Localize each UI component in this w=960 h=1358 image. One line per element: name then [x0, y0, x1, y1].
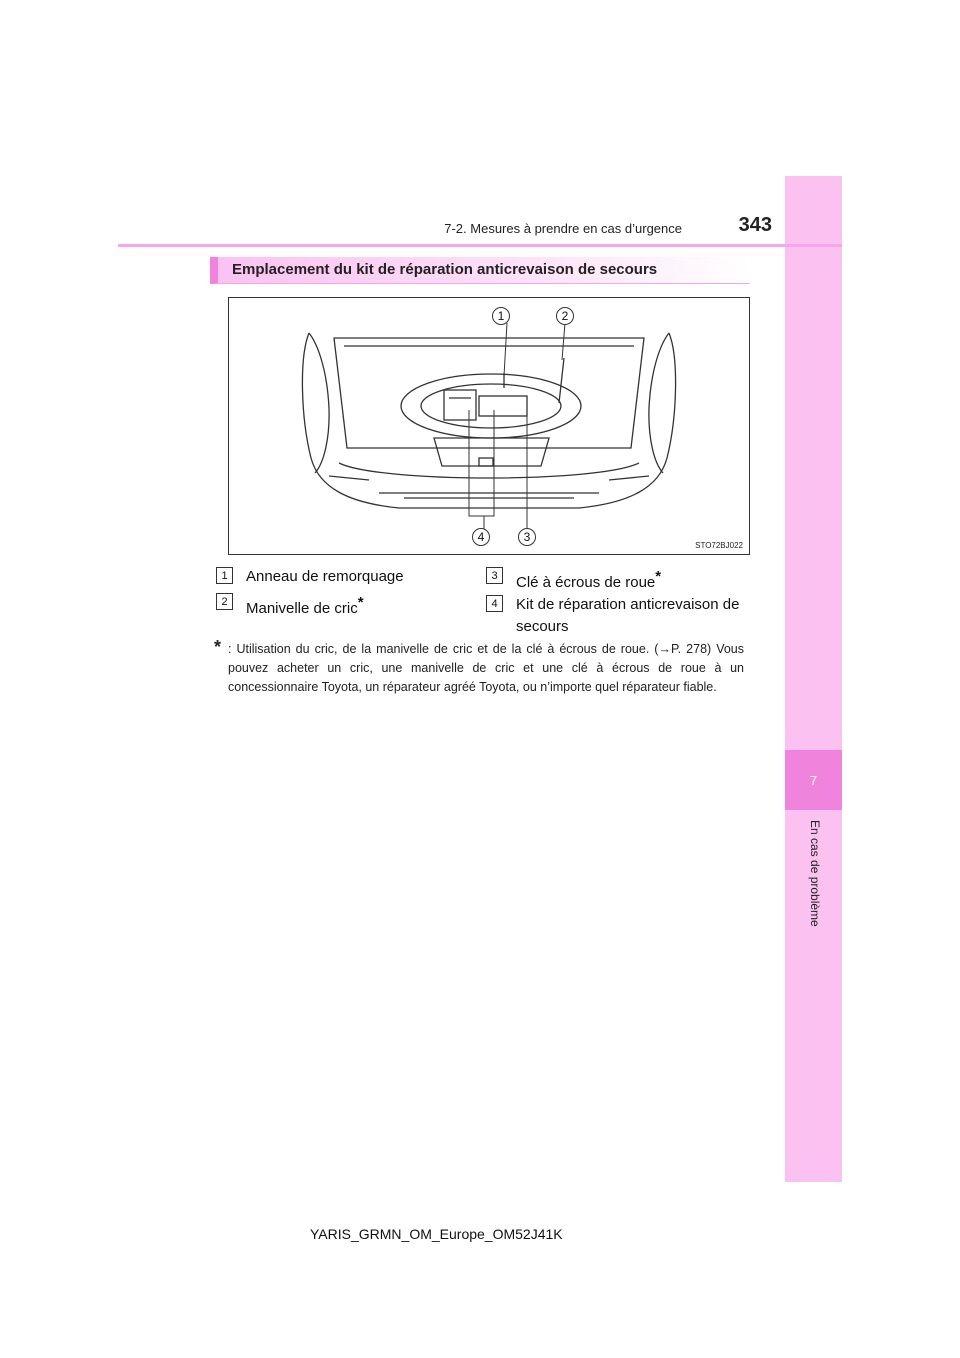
legend-number: 2: [216, 593, 233, 610]
legend-item-3: [486, 566, 756, 590]
document-footer-code: YARIS_GRMN_OM_Europe_OM52J41K: [310, 1226, 563, 1242]
car-trunk-drawing: [229, 298, 749, 554]
legend-number: 3: [486, 567, 503, 584]
trunk-illustration: [228, 297, 750, 555]
footnote-asterisk: *: [214, 637, 222, 657]
chapter-side-tab: [785, 176, 842, 1182]
callout-4: 4: [472, 528, 490, 546]
chapter-number: 7: [785, 750, 842, 810]
callout-1: 1: [492, 307, 510, 325]
legend-item-4: [486, 594, 756, 642]
footnote: [214, 637, 744, 697]
legend-text: Manivelle de cric: [246, 600, 358, 617]
footnote-text: : Utilisation du cric, de la manivelle de cric et de la clé à écrous de roue. (→P. 278) Vous pouvez acheter un cric, une manivelle de cric et une clé à écrous de roue à un concessionnaire Toyota, un réparateur agréé Toyota, ou n’importe quel réparateur fiable.: [228, 642, 744, 694]
page-number: 343: [738, 214, 772, 236]
figure-code: STO72BJ022: [695, 541, 743, 550]
legend-text: Kit de réparation anticrevaison de secours: [516, 596, 740, 635]
section-title-bar: [210, 257, 750, 284]
legend-number: 1: [216, 567, 233, 584]
callout-3: 3: [518, 528, 536, 546]
chapter-label: En cas de problème: [808, 820, 822, 927]
legend-number: 4: [486, 595, 503, 612]
header-section-title: 7-2. Mesures à prendre en cas d’urgence: [444, 221, 682, 236]
legend-text: Clé à écrous de roue: [516, 574, 656, 591]
legend-item-2: [216, 592, 456, 616]
callout-2: 2: [556, 307, 574, 325]
header-divider: [118, 244, 842, 247]
section-title: Emplacement du kit de réparation anticrevaison de secours: [232, 261, 658, 278]
legend-text: Anneau de remorquage: [246, 568, 404, 585]
legend-asterisk: *: [655, 568, 662, 585]
legend-asterisk: *: [357, 594, 364, 611]
legend-item-1: [216, 566, 456, 590]
